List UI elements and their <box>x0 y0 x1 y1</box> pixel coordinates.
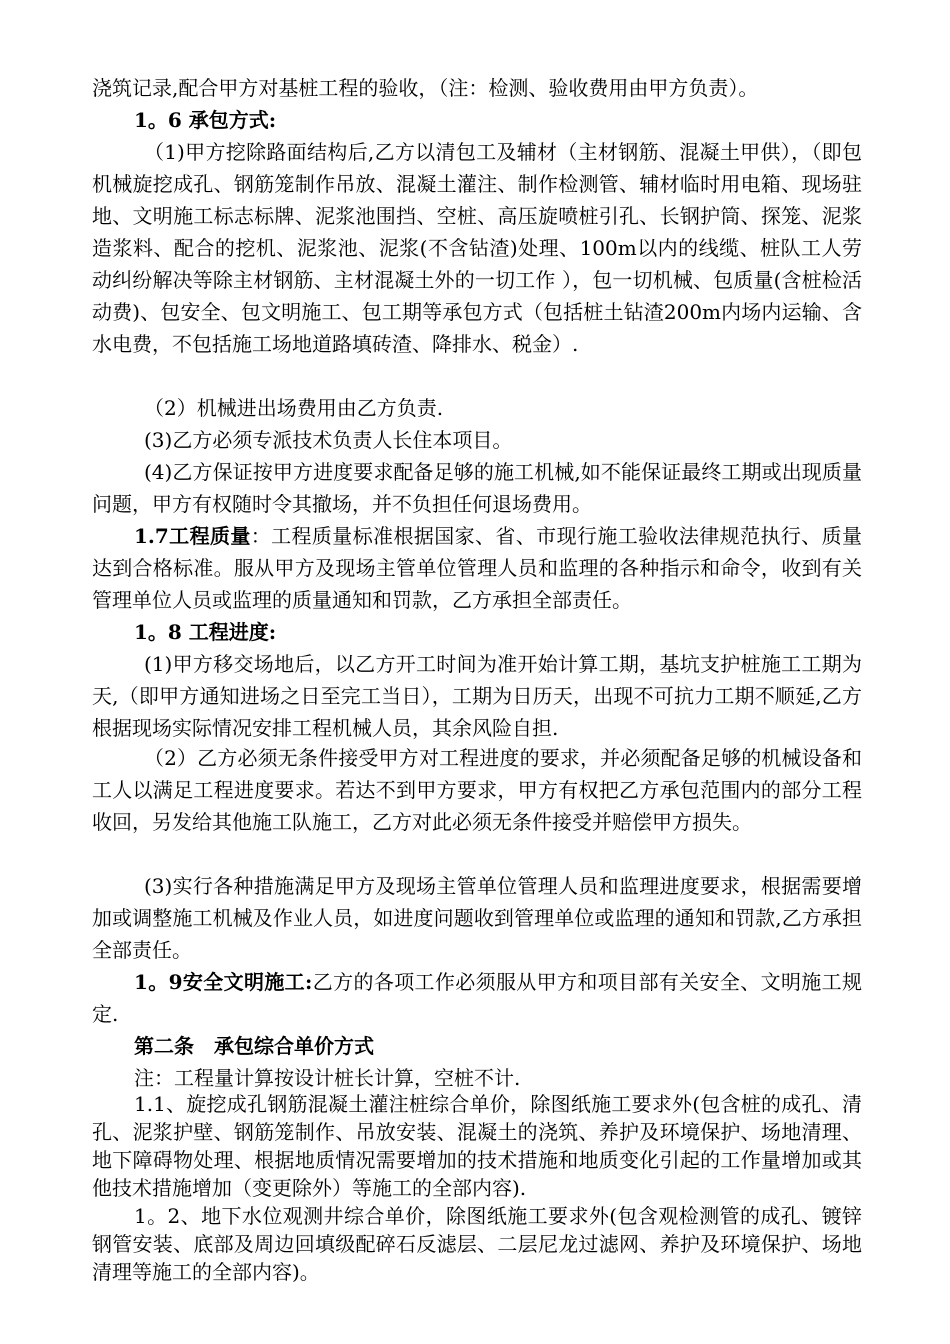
paragraph-text: (1)甲方移交场地后，以乙方开工时间为准开始计算工期，基坑支护桩施工工期为 天,（即甲方通知进场之日至完工当日），工期为日历天，出现不可抗力工期不顺延,乙方根据现场实际情况安排工程机械人员，其余风险自担. <box>92 652 882 740</box>
paragraph <box>92 1064 862 1092</box>
paragraph-text: 1.1、旋挖成孔钢筋混凝土灌注桩综合单价，除图纸施工要求外(包含桩的成孔、清孔、泥浆护壁、钢筋笼制作、吊放安装、混凝土的浇筑、养护及环境保护、场地清理、地下障碍物处理、根据地质情况需要增加的技术措施和地质变化引起的工作量增加或其他技术措施增加（变更除外）等施工的全部内容). <box>92 1092 862 1200</box>
paragraph-text: 注：工程量计算按设计桩长计算，空桩不计. <box>134 1066 521 1090</box>
section-heading-1-6 <box>92 104 862 136</box>
paragraph <box>92 1202 862 1286</box>
section-1-9-safety <box>92 966 862 1030</box>
paragraph-text: （1)甲方挖除路面结构后,乙方以清包工及辅材（主材钢筋、混凝土甲供），（即包机械旋挖成孔、钢筋笼制作吊放、混凝土灌注、制作检测管、辅材临时用电箱、现场驻地、文明施工标志标牌、泥浆池围挡、空桩、高压旋喷桩引孔、长钢护筒、探笼、泥浆造浆料、配合的挖机、泥浆池、泥浆(不含钻渣)处理、100m以内的线缆、桩队工人劳动纠纷解决等除主材钢筋、主材混凝土外的一切工作 ），包一切机械、包质量(含桩检活动费)、包安全、包文明施工、包工期等承包方式（包括桩土钻渣200m内场内运输、含水电费，不包括施工场地道路填砖渣、降排水、税金）. <box>92 140 862 356</box>
paragraph-text: 乙方的各项工作必须服从甲方和项目部有关安全、文明施工规定. <box>92 970 863 1026</box>
section-label: 1.7工程质量 <box>134 524 251 548</box>
paragraph <box>92 456 862 520</box>
paragraph <box>92 136 862 360</box>
paragraph <box>92 392 862 424</box>
paragraph-text: （2）乙方必须无条件接受甲方对工程进度的要求，并必须配备足够的机械设备和工人以满足工程进度要求。若达不到甲方要求，甲方有权把乙方承包范围内的部分工程收回，另发给其他施工队施工，乙方对此必须无条件接受并赔偿甲方损失。 <box>92 746 862 834</box>
paragraph <box>92 870 862 966</box>
paragraph-text: 浇筑记录,配合甲方对基桩工程的验收，（注：检测、验收费用由甲方负责）。 <box>92 76 759 100</box>
paragraph <box>92 1090 862 1202</box>
paragraph-text: 1。2、地下水位观测井综合单价，除图纸施工要求外(包含观检测管的成孔、镀锌钢管安装、底部及周边回填级配碎石反滤层、二层尼龙过滤网、养护及环境保护、场地清理等施工的全部内容)。 <box>92 1204 862 1284</box>
section-heading-1-8 <box>92 616 862 648</box>
heading-text: 1。8 工程进度: <box>134 620 277 644</box>
paragraph-text: （2）机械进出场费用由乙方负责. <box>144 396 444 420</box>
paragraph <box>92 742 862 838</box>
paragraph-text: (4)乙方保证按甲方进度要求配备足够的施工机械,如不能保证最终工期或出现质量问题，甲方有权随时令其撤场，并不负担任何退场费用。 <box>92 460 862 516</box>
paragraph <box>92 648 882 744</box>
heading-text: 第二条 承包综合单价方式 <box>134 1034 374 1058</box>
article-heading <box>92 1030 862 1062</box>
paragraph-text: ：工程质量标准根据国家、省、市现行施工验收法律规范执行、质量达到合格标准。服从甲方及现场主管单位管理人员和监理的各种指示和命令，收到有关管理单位人员或监理的质量通知和罚款，乙方承担全部责任。 <box>92 524 863 612</box>
section-1-7-quality <box>92 520 862 616</box>
heading-text: 1。6 承包方式: <box>134 108 277 132</box>
paragraph-text: (3)实行各种措施满足甲方及现场主管单位管理人员和监理进度要求，根据需要增加或调整施工机械及作业人员，如进度问题收到管理单位或监理的通知和罚款,乙方承担全部责任。 <box>92 874 862 962</box>
paragraph <box>92 424 862 456</box>
section-label: 1。9安全文明施工: <box>134 970 313 994</box>
paragraph <box>92 72 862 104</box>
paragraph-text: (3)乙方必须专派技术负责人长住本项目。 <box>144 428 513 452</box>
